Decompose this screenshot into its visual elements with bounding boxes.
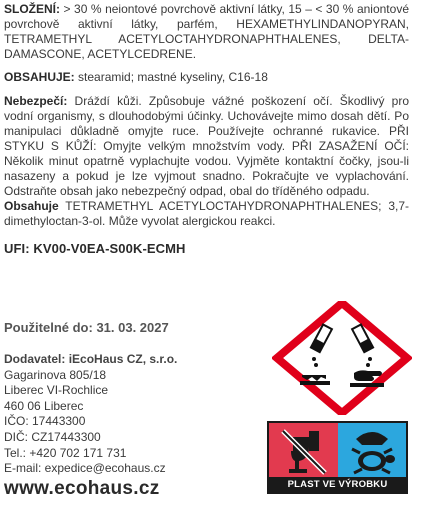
allergen-text: TETRAMETHYL ACETYLOCTAHYDRONAPHTHALENES; 3,7-dimethyloctan-3-ol. Může vyvolat alergickou reakci. — [4, 199, 409, 228]
supplier-email: E-mail: expedice@ecohaus.cz — [4, 461, 166, 476]
supplier-zip: 460 06 Liberec — [4, 398, 84, 413]
supplier-dic: DIČ: CZ17443300 — [4, 429, 101, 444]
corrosion-icon — [272, 301, 412, 415]
plastic-in-product-badge — [267, 421, 408, 494]
ufi-code: UFI: KV00-V0EA-S00K-ECMH — [4, 241, 186, 256]
supplier-label: Dodavatel: — [4, 352, 66, 366]
supplier-street: Gagarinova 805/18 — [4, 367, 107, 382]
supplier-ico: IČO: 17443300 — [4, 414, 86, 429]
no-toilet-icon — [269, 423, 338, 479]
badge-right-panel — [338, 423, 406, 479]
supplier-block — [4, 352, 249, 477]
supplier-phone: Tel.: +420 702 171 731 — [4, 445, 127, 460]
supplier-name: iEcoHaus CZ, s.r.o. — [65, 352, 178, 366]
contains-text: stearamid; mastné kyseliny, C16-18 — [74, 70, 268, 84]
contains-paragraph — [4, 70, 409, 85]
composition-label: SLOŽENÍ: — [4, 2, 60, 16]
turtle-plastic-icon — [338, 423, 406, 479]
contains-label: OBSAHUJE: — [4, 70, 75, 84]
supplier-heading — [4, 352, 249, 368]
hazard-paragraph — [4, 94, 409, 199]
supplier-city: Liberec VI-Rochlice — [4, 383, 109, 398]
badge-left-panel — [269, 423, 338, 479]
hazard-label: Nebezpečí: — [4, 94, 68, 108]
allergen-paragraph — [4, 199, 409, 229]
badge-label: PLAST VE VÝROBKU — [269, 477, 406, 492]
composition-text: > 30 % neiontové povrchově aktivní látky, 15 – < 30 % aniontové povrchově aktivní látky, parfém, HEXAMETHYLINDANOPYRAN, TETRAMETHYL ACETYLOCTAHYDRONAPHTHALENES, DELTA-DAMASCONE, ACETYLCEDRENE. — [4, 2, 409, 61]
composition-paragraph — [4, 2, 409, 62]
label-text-block — [4, 2, 409, 256]
allergen-label: Obsahuje — [4, 199, 59, 213]
website-url: www.ecohaus.cz — [4, 478, 160, 499]
hazard-text: Dráždí kůži. Způsobuje vážné poškození očí. Škodlivý pro vodní organismy, s dlouhodobými účinky. Uchovávejte mimo dosah dětí. Po manipulaci důkladně omyjte ruce. Používejte ochranné rukavice. PŘI STYKU S KŮŽÍ: Omyjte velkým množstvím vody. PŘI ZASAŽENÍ OČÍ: Několik minut opatrně vyplachujte vodou. Vyjměte kontaktní čočky, jsou-li nasazeny a pokud je lze vyjmout snadno. Pokračujte ve vyplachování. Odstraňte obsah jako nebezpečný odpad, obal do tříděného odpadu. — [4, 94, 409, 198]
best-before-date: Použitelné do: 31. 03. 2027 — [4, 320, 169, 335]
